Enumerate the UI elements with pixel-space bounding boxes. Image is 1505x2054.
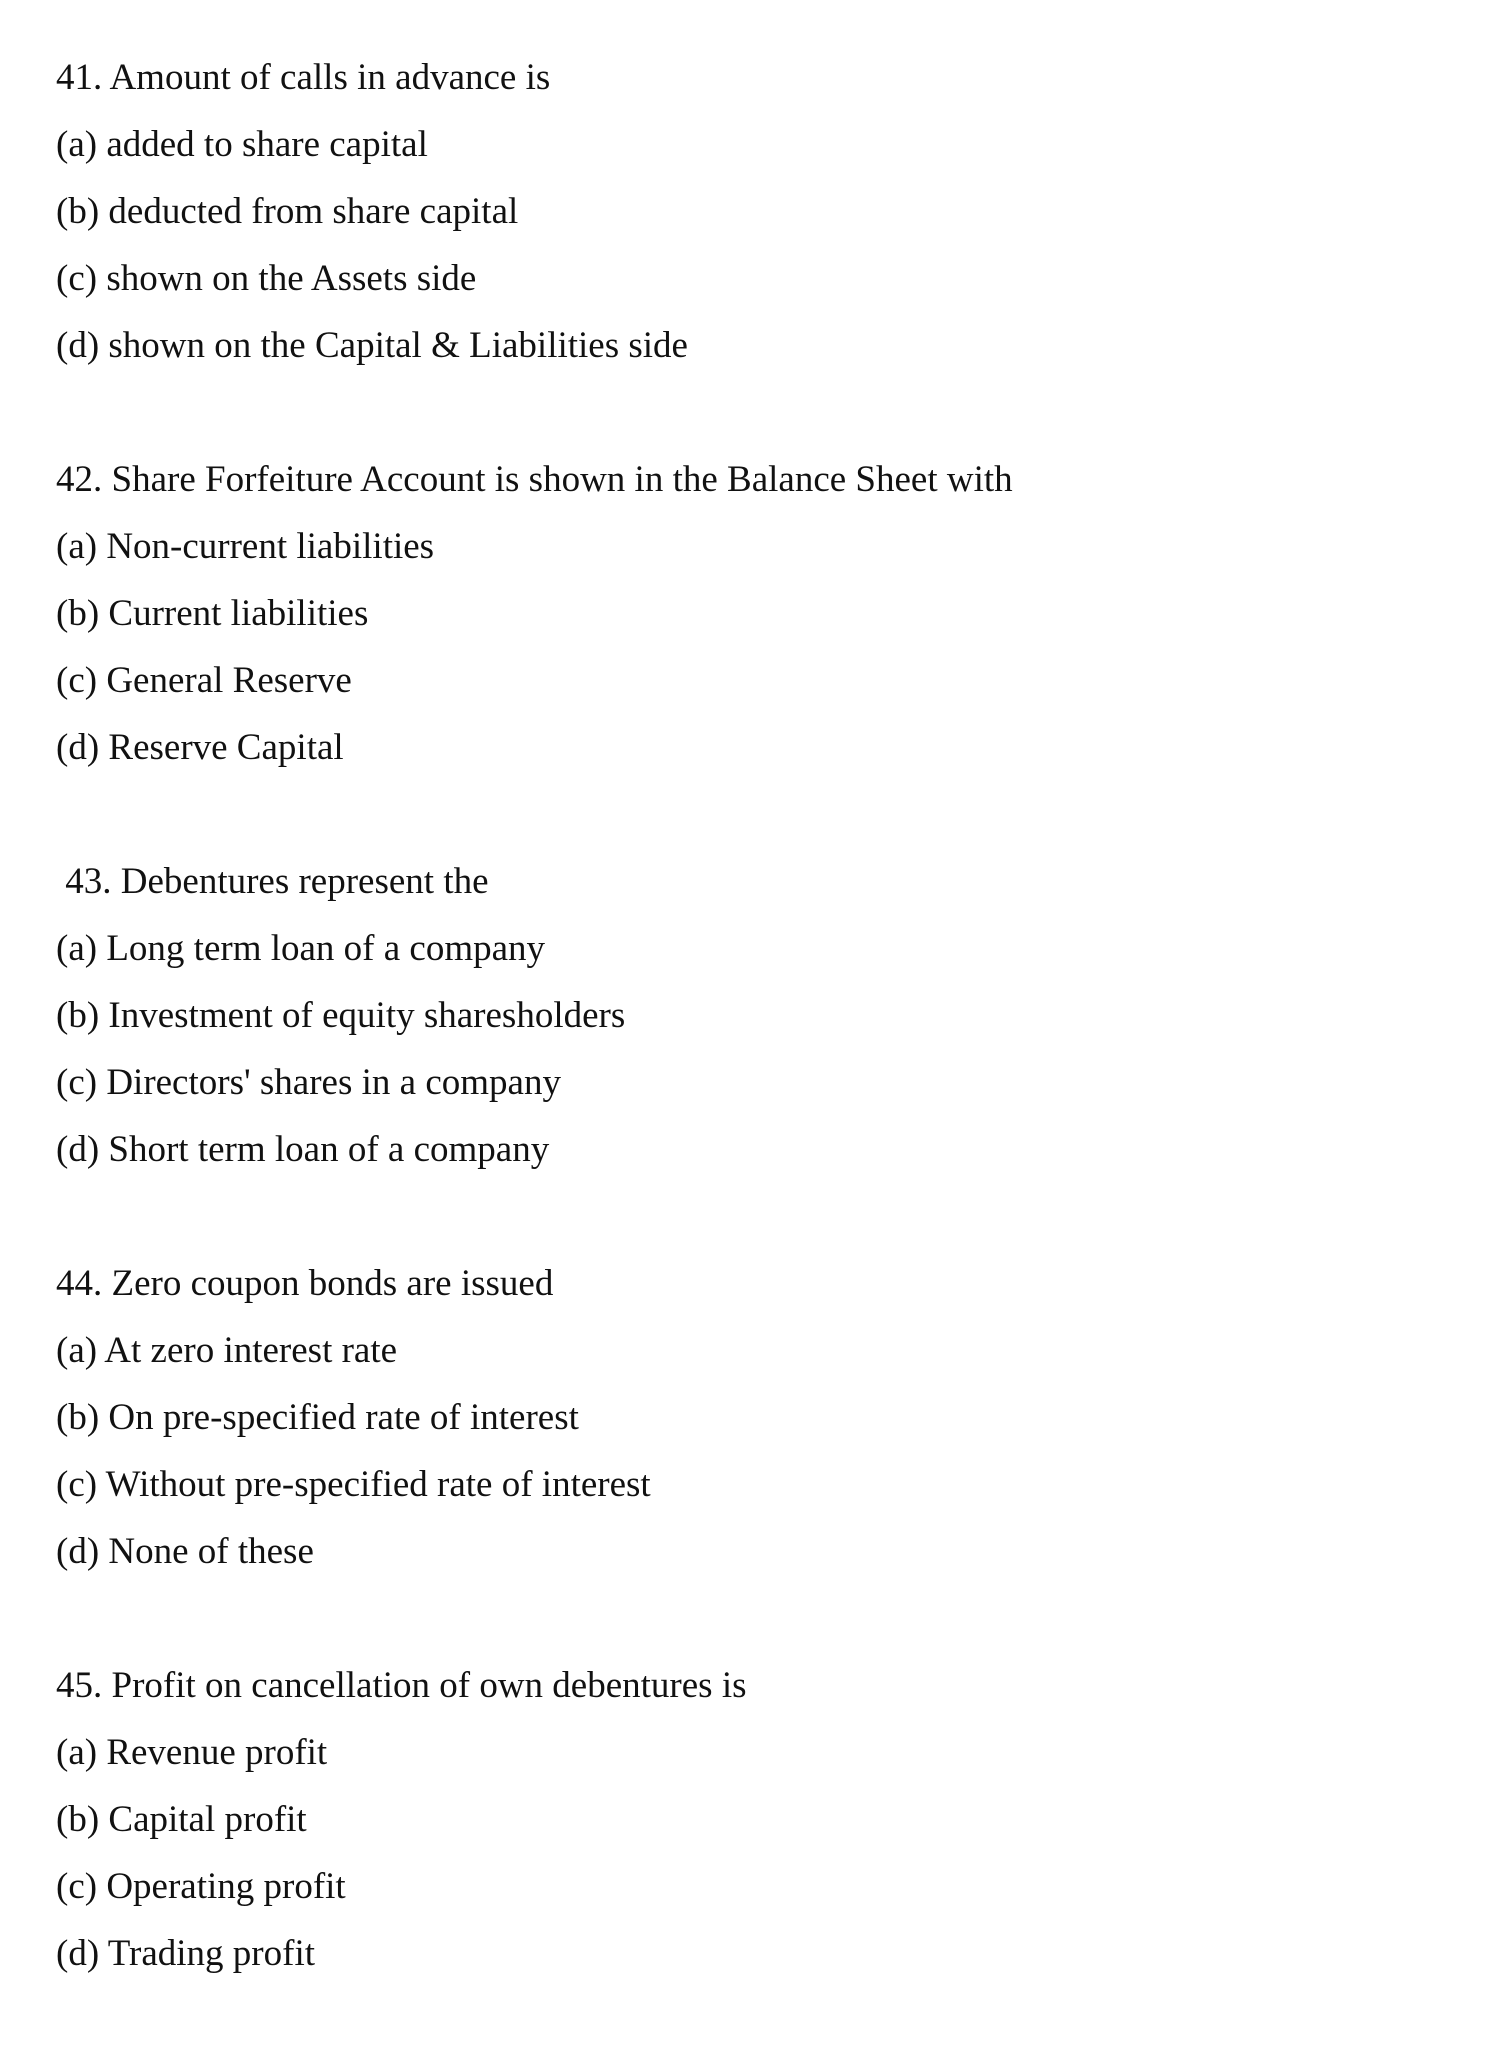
answer-option: (a) At zero interest rate: [56, 1330, 398, 1371]
answer-option: (a) Revenue profit: [56, 1732, 328, 1773]
question-block: [56, 1250, 1013, 1585]
question-title: 42. Share Forfeiture Account is shown in the Balance Sheet with: [56, 459, 1013, 500]
question-block: [56, 1652, 1013, 1987]
question-title: 44. Zero coupon bonds are issued: [56, 1263, 554, 1304]
answer-option: (d) Short term loan of a company: [56, 1129, 550, 1170]
question-title: 45. Profit on cancellation of own debentures is: [56, 1665, 747, 1706]
answer-option: (b) Investment of equity sharesholders: [56, 995, 626, 1036]
answer-option: (d) Reserve Capital: [56, 727, 344, 768]
answer-option: (c) Directors' shares in a company: [56, 1062, 561, 1103]
question-title: 41. Amount of calls in advance is: [56, 57, 551, 98]
answer-option: (a) Non-current liabilities: [56, 526, 435, 567]
answer-option: (a) Long term loan of a company: [56, 928, 546, 969]
question-title: 43. Debentures represent the: [56, 861, 489, 902]
answer-option: (a) added to share capital: [56, 124, 428, 165]
question-list: [56, 44, 1013, 2054]
answer-option: (c) Operating profit: [56, 1866, 346, 1907]
answer-option: (b) deducted from share capital: [56, 191, 519, 232]
question-block: [56, 446, 1013, 781]
answer-option: (c) shown on the Assets side: [56, 258, 477, 299]
answer-option: (d) shown on the Capital & Liabilities side: [56, 325, 688, 366]
answer-option: (b) Current liabilities: [56, 593, 369, 634]
question-block: [56, 848, 1013, 1183]
answer-option: (c) Without pre-specified rate of interest: [56, 1464, 651, 1505]
question-block: [56, 44, 1013, 379]
answer-option: (b) Capital profit: [56, 1799, 307, 1840]
answer-option: (d) None of these: [56, 1531, 314, 1572]
answer-option: (c) General Reserve: [56, 660, 352, 701]
answer-option: (d) Trading profit: [56, 1933, 315, 1974]
answer-option: (b) On pre-specified rate of interest: [56, 1397, 579, 1438]
